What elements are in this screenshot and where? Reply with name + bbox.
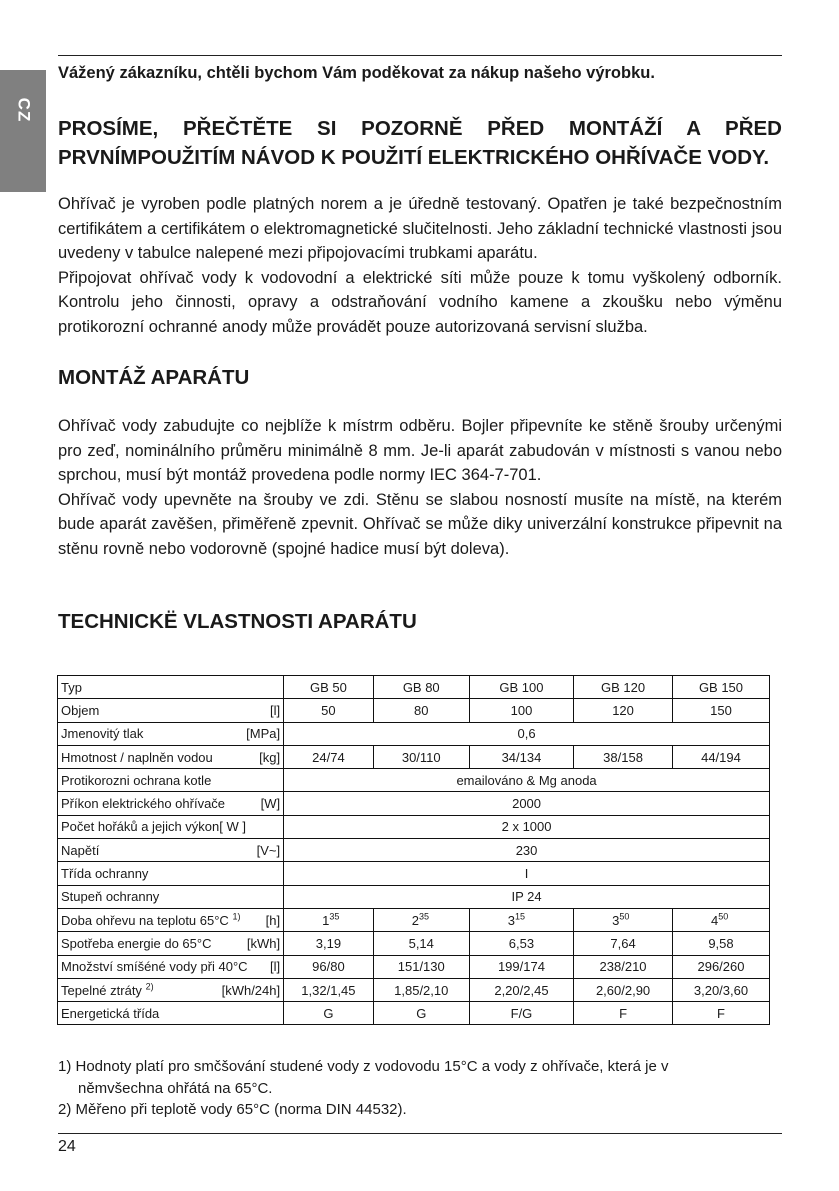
table-cell: F/G [469, 1002, 573, 1025]
greeting: Vážený zákazníku, chtěli bychom Vám poděkovat za nákup našeho výrobku. [58, 64, 655, 82]
table-cell: GB 80 [373, 676, 469, 699]
table-cell: 2000 [284, 792, 770, 815]
table-cell: 238/210 [574, 955, 673, 978]
table-cell: 34/134 [469, 745, 573, 768]
table-cell: 230 [284, 839, 770, 862]
table-row [58, 932, 770, 955]
row-label: Protikorozni ochrana kotle [58, 769, 284, 792]
table-cell: 2,20/2,45 [469, 978, 573, 1001]
top-rule [58, 55, 782, 56]
table-cell: F [574, 1002, 673, 1025]
table-cell: $2^{35}$ [373, 908, 469, 931]
row-label: Typ [58, 676, 284, 699]
table-cell: $1^{35}$ [284, 908, 374, 931]
table-row [58, 815, 770, 838]
table-cell: 1,85/2,10 [373, 978, 469, 1001]
footnotes [58, 1056, 782, 1121]
language-tab-label: CZ [13, 97, 33, 123]
table-row [58, 792, 770, 815]
row-label: Stupeň ochranny [58, 885, 284, 908]
table-cell: 5,14 [373, 932, 469, 955]
table-cell: 2 x 1000 [284, 815, 770, 838]
table-cell: emailováno & Mg anoda [284, 769, 770, 792]
table-row [58, 699, 770, 722]
table-cell: 150 [672, 699, 769, 722]
table-cell: G [284, 1002, 374, 1025]
table-cell: 30/110 [373, 745, 469, 768]
table-cell: GB 50 [284, 676, 374, 699]
footnote-1-continued: němvšechna ohřátá na 65°C. [78, 1079, 273, 1097]
table-cell: $3^{15}$ [469, 908, 573, 931]
table-cell: 24/74 [284, 745, 374, 768]
installation-paragraph-1: Ohřívač vody zabudujte co nejblíže k místrm odběru. Bojler připevníte ke stěně šrouby určenými pro zeď, nominálního průměru minimálně 8 mm. Je-li aparát zabudován v místnosti s vanou nebo sprchou, musí být montáž provedena podle normy IEC 364-7-701. [58, 417, 782, 484]
table-cell: $4^{50}$ [672, 908, 769, 931]
table-cell: G [373, 1002, 469, 1025]
row-label: Tepelné ztráty $^{2)}$ [kWh/24h] [58, 978, 284, 1001]
installation-paragraph-2: Ohřívač vody upevněte na šrouby ve zdi. Stěnu se slabou nosností musíte na místě, na kterém bude aparát zavěšen, přiměřeně zpevnit. Ohřívač se může diky univerzální konstrukce připevnit na stěnu rovně nebo vodorovně (spojné hadice musí být doleva). [58, 490, 782, 558]
row-label: Objem [l] [58, 699, 284, 722]
row-label: Doba ohřevu na teplotu 65°C $^{1)}$ [h] [58, 908, 284, 931]
table-cell: 50 [284, 699, 374, 722]
row-label: Hmotnost / naplněn vodou [kg] [58, 745, 284, 768]
table-cell: 3,19 [284, 932, 374, 955]
language-tab [0, 70, 46, 192]
table-row [58, 769, 770, 792]
table-row [58, 745, 770, 768]
table-cell: 100 [469, 699, 573, 722]
intro-text [58, 192, 782, 339]
table-cell: $3^{50}$ [574, 908, 673, 931]
page-number: 24 [58, 1138, 76, 1155]
table-row [58, 862, 770, 885]
table-cell: 296/260 [672, 955, 769, 978]
row-label: Jmenovitý tlak [MPa] [58, 722, 284, 745]
table-cell: IP 24 [284, 885, 770, 908]
section-heading-specifications: TECHNICKË VLASTNOSTI APARÁTU [58, 610, 417, 633]
table-cell: I [284, 862, 770, 885]
footnote-1: 1) Hodnoty platí pro smčšování studené vody z vodovodu 15°C a vody z ohřívače, která je v [58, 1058, 669, 1075]
table-cell: 1,32/1,45 [284, 978, 374, 1001]
table-row [58, 978, 770, 1001]
row-label: Napětí [V~] [58, 839, 284, 862]
row-label: Třída ochranny [58, 862, 284, 885]
footnote-2: 2) Měřeno při teplotě vody 65°C (norma DIN 44532). [58, 1101, 407, 1118]
table-row [58, 908, 770, 931]
table-row [58, 1002, 770, 1025]
table-cell: 151/130 [373, 955, 469, 978]
table-cell: GB 150 [672, 676, 769, 699]
table-cell: 120 [574, 699, 673, 722]
row-label: Spotřeba energie do 65°C [kWh] [58, 932, 284, 955]
row-label: Počet hořáků a jejich výkon[ W ] [58, 815, 284, 838]
section-heading-installation: MONTÁŽ APARÁTU [58, 366, 250, 389]
warning-heading: PROSÍME, PŘEČTĚTE SI POZORNĚ PŘED MONTÁŽÍ A PŘED PRVNÍMPOUŽITÍM NÁVOD K POUŽITÍ ELEKTRICKÉHO OHŘÍVAČE VODY. [58, 117, 782, 169]
table-row [58, 885, 770, 908]
installation-text [58, 414, 782, 561]
table-row [58, 839, 770, 862]
table-row [58, 955, 770, 978]
table-cell: GB 120 [574, 676, 673, 699]
table-cell: F [672, 1002, 769, 1025]
table-row [58, 722, 770, 745]
row-label: Množství smíšéné vody při 40°C [l] [58, 955, 284, 978]
row-label: Příkon elektrického ohřívače [W] [58, 792, 284, 815]
specifications-table [57, 675, 770, 1025]
bottom-rule [58, 1133, 782, 1134]
table-row [58, 676, 770, 699]
table-cell: 3,20/3,60 [672, 978, 769, 1001]
table-cell: 38/158 [574, 745, 673, 768]
table-cell: 199/174 [469, 955, 573, 978]
table-cell: 2,60/2,90 [574, 978, 673, 1001]
intro-paragraph-2: Připojovat ohřívač vody k vodovodní a elektrické síti může pouze k tomu vyškolený odborník. Kontrolu jeho činnosti, opravy a odstraňování vodního kamene a zkoušku nebo výměnu protikorozní ochranné anody může provádět pouze autorizovaná servisní služba. [58, 268, 782, 336]
table-cell: 9,58 [672, 932, 769, 955]
row-label: Energetická třída [58, 1002, 284, 1025]
table-cell: 96/80 [284, 955, 374, 978]
table-cell: 0,6 [284, 722, 770, 745]
table-cell: 44/194 [672, 745, 769, 768]
table-cell: 80 [373, 699, 469, 722]
table-cell: 7,64 [574, 932, 673, 955]
table-cell: GB 100 [469, 676, 573, 699]
table-cell: 6,53 [469, 932, 573, 955]
intro-paragraph-1: Ohřívač je vyroben podle platných norem a je úředně testovaný. Opatřen je také bezpečnostním certifikátem a certifikátem o elektromagnetické slučitelnosti. Jeho základní technické vlastnosti jsou uvedeny v tabulce nalepené mezi připojovacími trubkami aparátu. [58, 195, 782, 262]
